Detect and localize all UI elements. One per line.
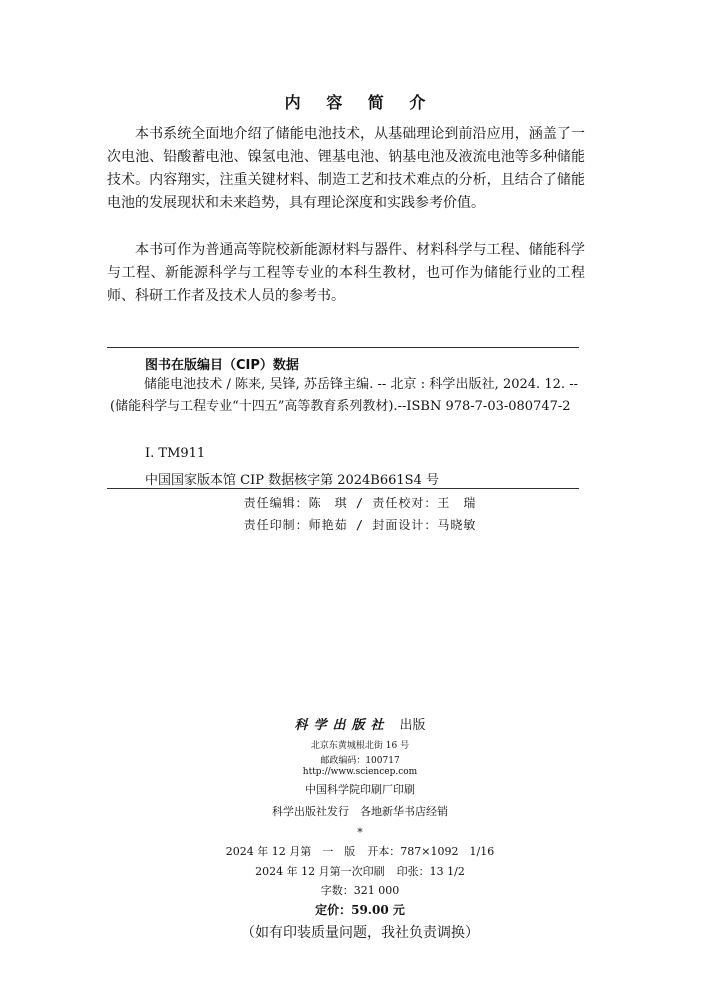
format: 开本：787×1092 1/16 <box>367 845 495 858</box>
quality-notice: （如有印装质量问题，我社负责调换） <box>241 925 479 941</box>
postcode: 邮政编码：100717 <box>320 756 400 766</box>
production-credits: 责任印制：师艳茹 / 封面设计：马晓敏 <box>243 518 477 532</box>
editor-credits: 责任编辑：陈 琪 / 责任校对：王 瑞 <box>243 496 477 510</box>
summary-paragraph-2: 本书可作为普通高等院校新能源材料与器件、材料科学与工程、储能科学与工程、新能源科学与工程等专业的本科生教材，也可作为储能行业的工程师、科研工作者及技术人员的参考书。 <box>107 242 585 304</box>
printing-line <box>0 863 720 879</box>
distribution: 科学出版社发行 各地新华书店经销 <box>272 805 448 818</box>
publisher-line <box>0 714 720 733</box>
separator-star: * <box>357 826 363 839</box>
publisher-suffix: 出版 <box>399 718 426 733</box>
edition: 2024 年 12 月第 一 版 <box>225 845 356 858</box>
printer: 中国科学院印刷厂印刷 <box>305 783 415 796</box>
website: http://www.sciencep.com <box>302 767 418 777</box>
word-count: 字数：321 000 <box>320 884 400 897</box>
cip-verification: 中国国家版本馆 CIP 数据核字第 2024B661S4 号 <box>145 473 439 488</box>
cip-heading: 图书在版编目（CIP）数据 <box>145 358 299 373</box>
edition-line <box>0 843 720 859</box>
printing: 2024 年 12 月第一次印刷 <box>255 865 385 878</box>
cip-classification: Ⅰ. TM911 <box>145 446 206 461</box>
cip-entry: 储能电池技术 / 陈来, 吴锋, 苏岳锋主编. -- 北京 : 科学出版社, 2024. 12. -- (储能科学与工程专业“十四五”高等教育系列教材).--ISBN 978-7-03-080747-2 <box>110 377 578 414</box>
sheets: 印张：13 1/2 <box>396 865 465 878</box>
summary-paragraph-1: 本书系统全面地介绍了储能电池技术，从基础理论到前沿应用，涵盖了一次电池、铅酸蓄电池、镍氢电池、锂基电池、钠基电池及液流电池等多种储能技术。内容翔实，注重关键材料、制造工艺和技术难点的分析，且结合了储能电池的发展现状和未来趋势，具有理论深度和实践参考价值。 <box>107 126 585 211</box>
cip-bottom-divider <box>107 488 579 489</box>
publisher-address: 北京东黄城根北街 16 号 <box>310 741 410 751</box>
price: 定价：59.00 元 <box>315 903 405 917</box>
publisher-logo: 科学出版社 <box>294 718 390 733</box>
summary-title: 内 容 简 介 <box>284 93 436 112</box>
cip-top-divider <box>107 347 579 348</box>
